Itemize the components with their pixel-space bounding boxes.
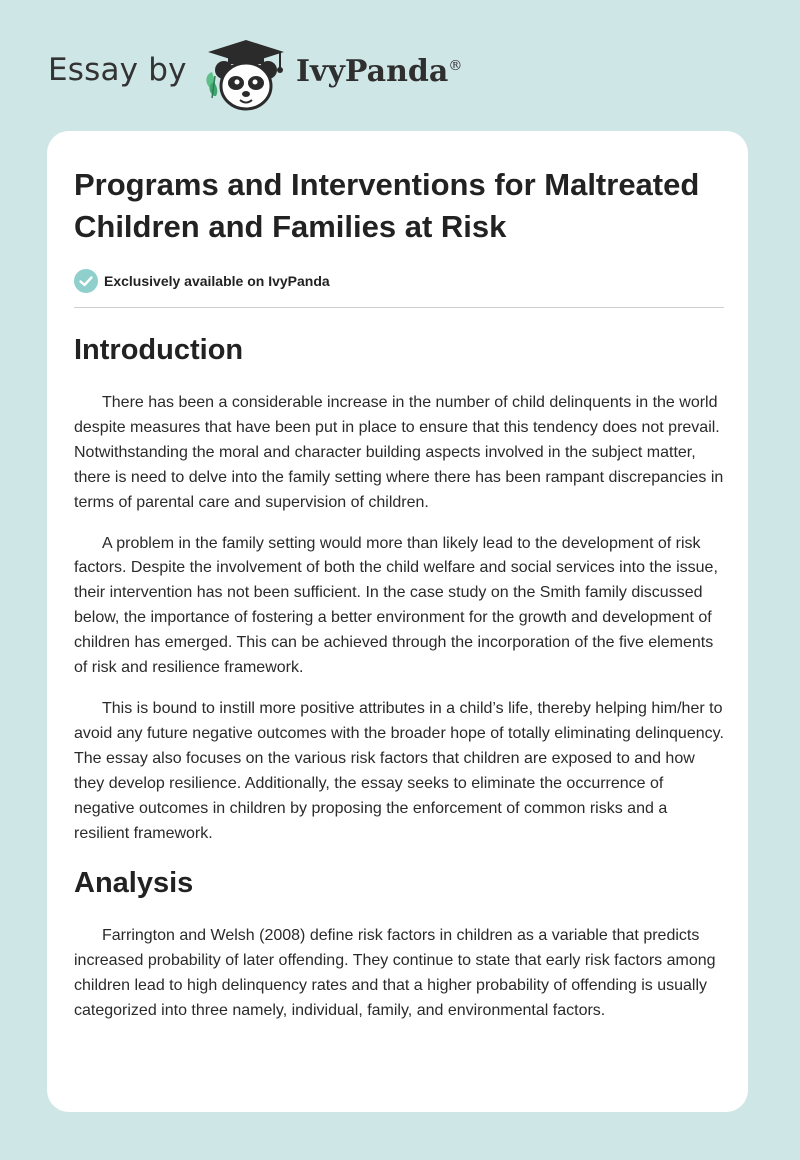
panda-graduate-logo-icon <box>200 36 292 114</box>
brand-prefix: Essay by <box>48 52 187 88</box>
exclusive-badge <box>74 268 724 294</box>
page-title: Programs and Interventions for Maltreated Children and Families at Risk <box>74 167 700 244</box>
section-heading-introduction: Introduction <box>74 334 244 366</box>
essay-content <box>74 164 724 1024</box>
section-heading-analysis: Analysis <box>74 867 194 900</box>
paragraph: Farrington and Welsh (2008) define risk factors in children as a variable that predicts increased probability of later offending. They continue to state that early risk factors among children lead to high delinquency rates and that a higher probability of offending is usually categorized into three namely, individual, family, and environmental factors. <box>74 927 716 1020</box>
paragraph: There has been a considerable increase in the number of child delinquents in the world despite measures that have been put in place to ensure that this tendency does not prevail. Notwithstanding the moral and character building aspects involved in the subject matter, there is need to delve into the family setting where there has been rampant discrepancies in terms of parental care and supervision of children. <box>74 394 724 511</box>
brand-header[interactable] <box>48 28 508 112</box>
paragraph: A problem in the family setting would more than likely lead to the development of risk factors. Despite the involvement of both the child welfare and social services into the issue, their intervention has not been sufficient. In the case study on the Smith family discussed below, the importance of fostering a better environment for the growth and development of children has emerged. This can be achieved through the incorporation of the five elements of risk and resilience framework. <box>74 534 718 677</box>
title-divider <box>74 307 724 308</box>
brand-name: IvyPanda® <box>296 54 463 89</box>
paragraph: This is bound to instill more positive attributes in a child’s life, thereby helping him/her to avoid any future negative outcomes with the broader hope of totally eliminating delinquency. The essay also focuses on the various risk factors that children are exposed to and how they develop resilience. Additionally, the essay seeks to eliminate the occurrence of negative outcomes in children by proposing the enforcement of common risks and a resilient framework. <box>74 699 724 842</box>
check-circle-icon <box>74 269 98 293</box>
exclusive-label: Exclusively available on IvyPanda <box>104 273 330 289</box>
essay-card <box>47 131 748 1112</box>
